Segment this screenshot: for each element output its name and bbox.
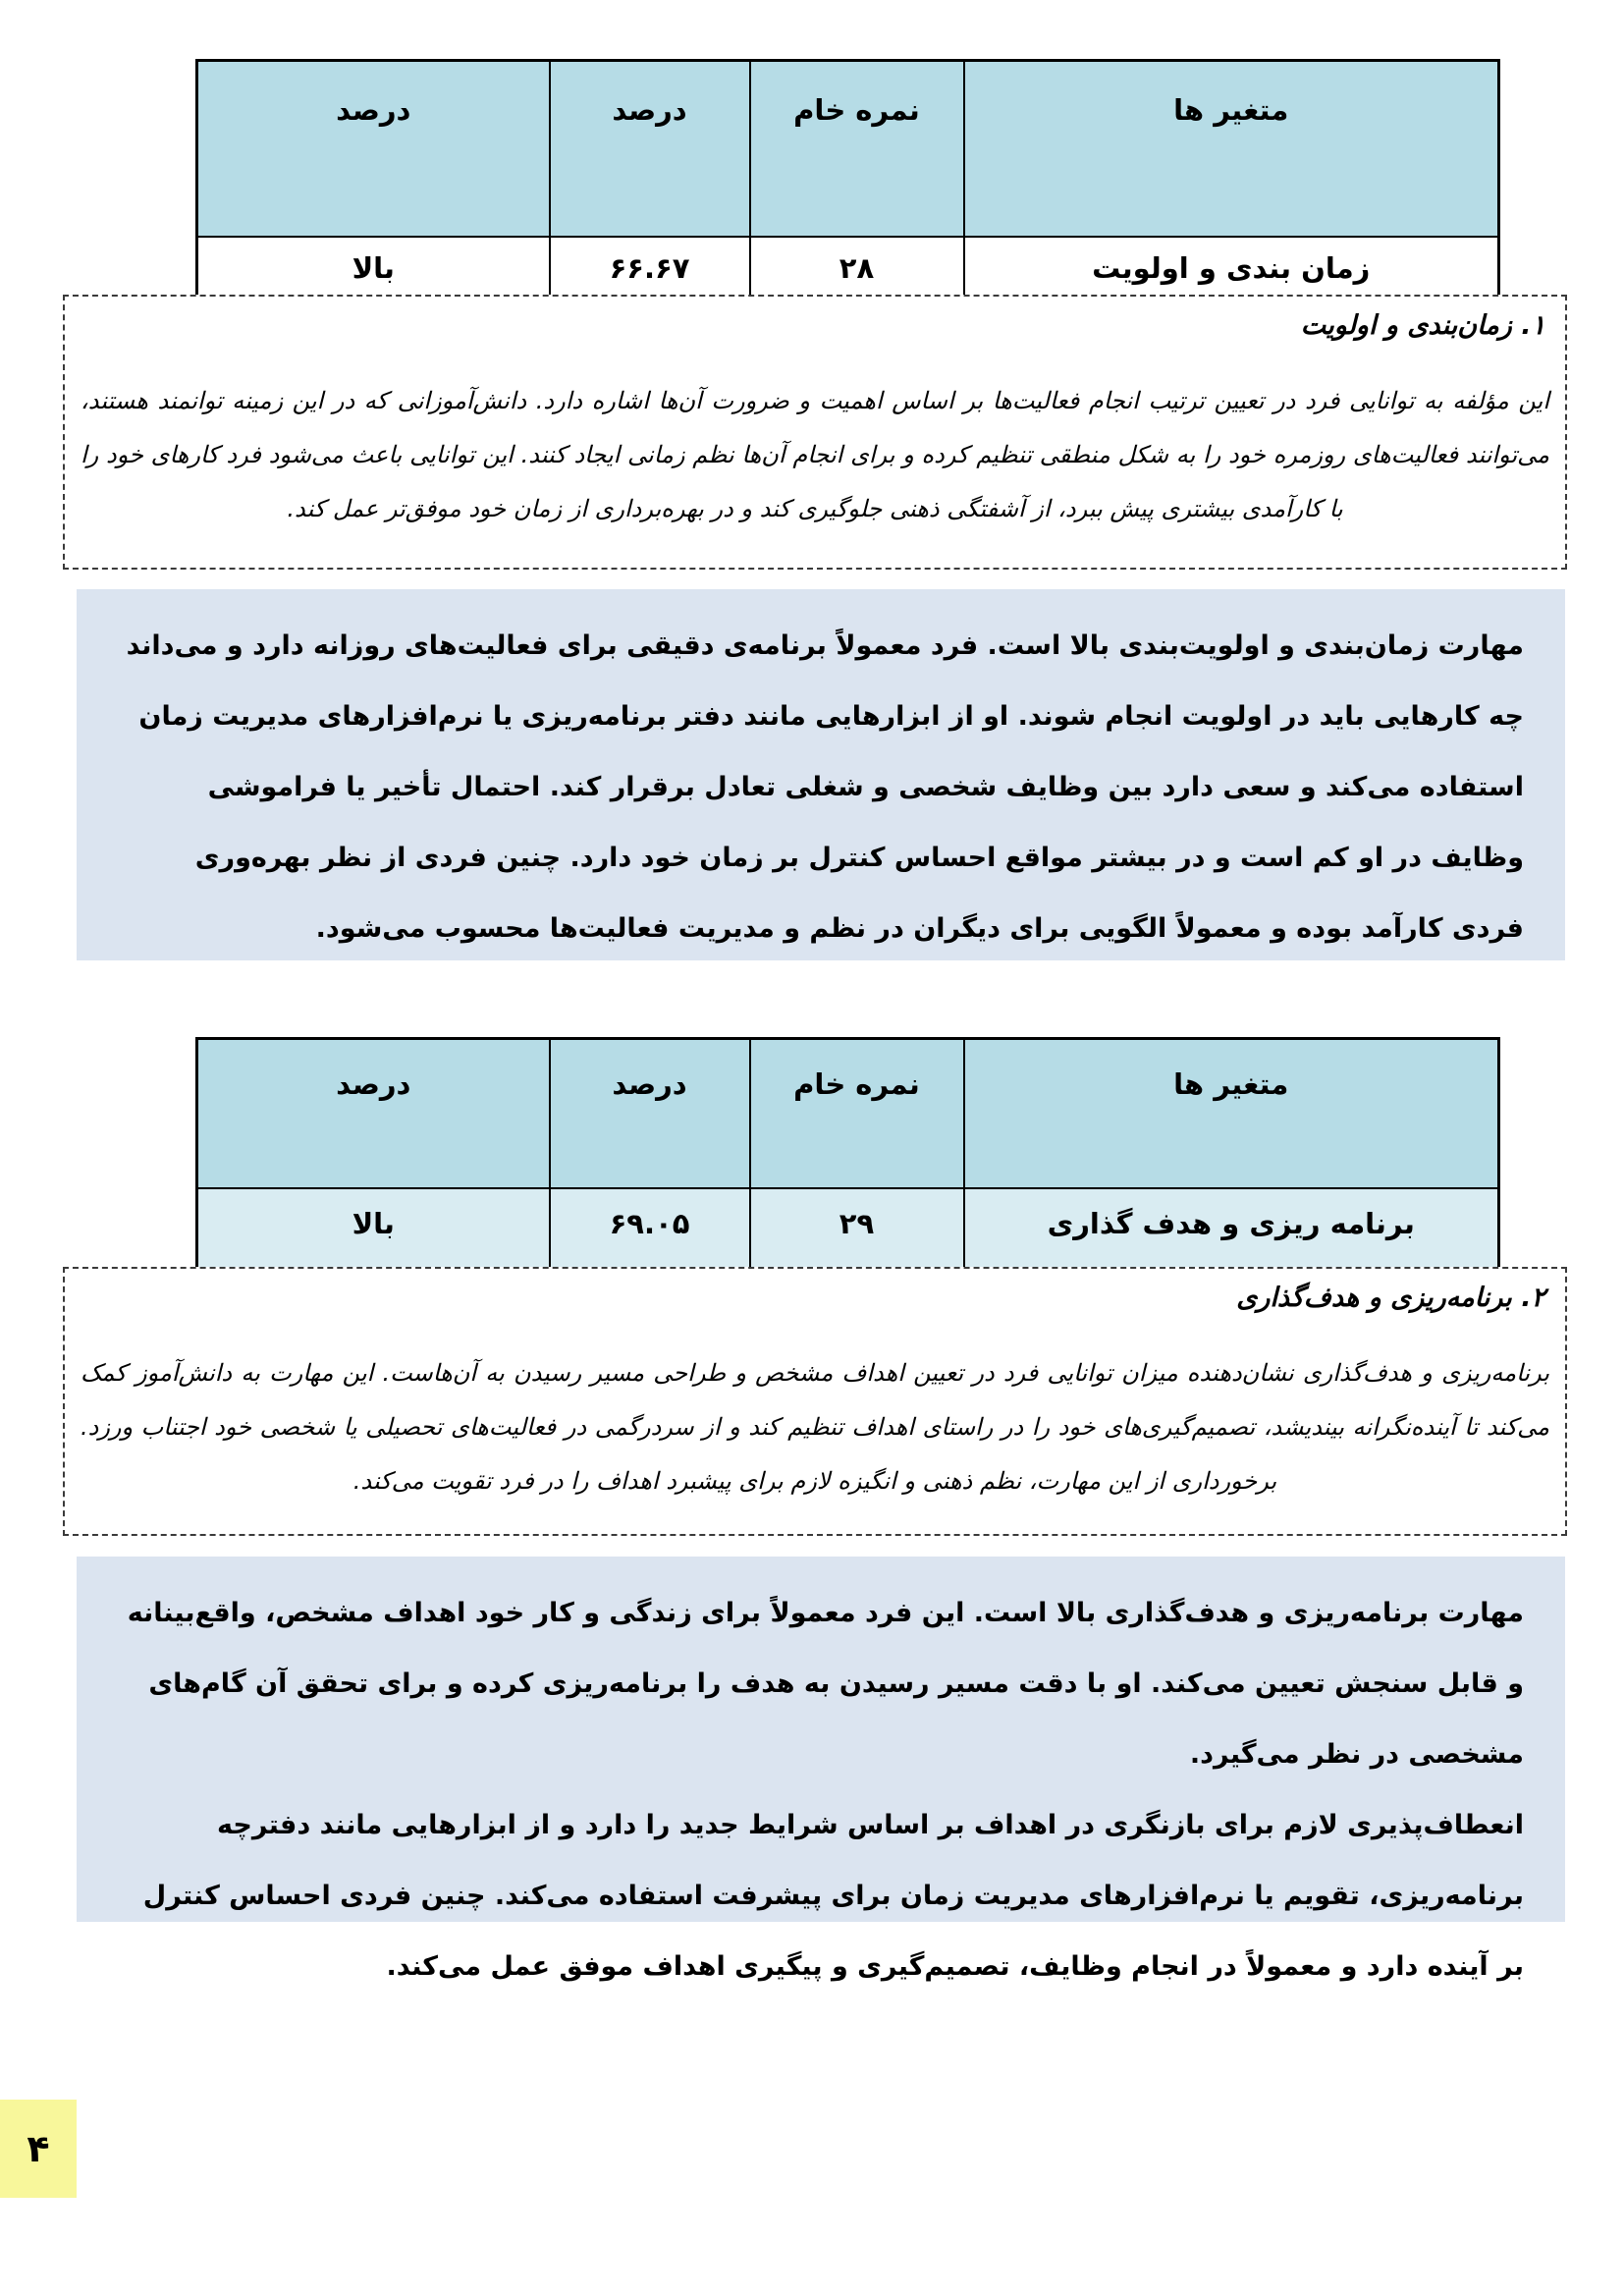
section-1-result-text: مهارت زمان‌بندی و اولویت‌بندی بالا است. فرد معمولاً برنامه‌ی دقیقی برای فعالیت‌های روزانه دارد و می‌داند چه کارهایی باید در اولویت انجام شوند. او از ابزارهایی مانند دفتر برنامه‌ریزی یا نرم‌افزارهای مدیریت زمان استفاده می‌کند و سعی دارد بین وظایف شخصی و شغلی تعادل برقرار کند. احتمال تأخیر یا فراموشی وظایف در او کم است و در بیشتر مواقع احساس کنترل بر زمان خود دارد. چنین فردی از نظر بهره‌وری فردی کارآمد بوده و معمولاً الگویی برای دیگران در نظم و مدیریت فعالیت‌ها محسوب می‌شود.	[126, 630, 1524, 944]
column-header-percent-level: درصد	[197, 1039, 550, 1189]
column-header-percent: درصد	[550, 1039, 750, 1189]
variable-name-cell: زمان بندی و اولویت	[964, 237, 1499, 326]
raw-score-cell: ۲۸	[750, 237, 964, 326]
section-2-definition-box	[63, 1267, 1567, 1536]
column-header-variables: متغیر ها	[964, 61, 1499, 238]
section-2-description: برنامه‌ریزی و هدف‌گذاری نشان‌دهنده میزان توانایی فرد در تعیین اهداف مشخص و طراحی مسیر رسیدن به آن‌هاست. این مهارت به دانش‌آموز کمک می‌کند تا آینده‌نگرانه بیندیشد، تصمیم‌گیری‌های خود را در راستای اهداف تنظیم کند و از سردرگمی در فعالیت‌های تحصیلی یا شخصی خود اجتناب ورزد. برخورداری از این مهارت، نظم ذهنی و انگیزه لازم برای پیشبرد اهداف را در فرد تقویت می‌کند.	[81, 1359, 1550, 1495]
section-2-title: ۲. برنامه‌ریزی و هدف‌گذاری	[1236, 1283, 1545, 1313]
level-cell: بالا	[197, 1188, 550, 1291]
table-header-row	[197, 1039, 1499, 1189]
section-1-description: این مؤلفه به توانایی فرد در تعیین ترتیب انجام فعالیت‌ها بر اساس اهمیت و ضرورت آن‌ها اشاره دارد. دانش‌آموزانی که در این زمینه توانمند هستند، می‌توانند فعالیت‌های روزمره خود را به شکل منطقی تنظیم کرده و برای انجام آن‌ها نظم زمانی ایجاد کنند. این توانایی باعث می‌شود فرد کارهای خود را با کارآمدی بیشتری پیش ببرد، از آشفتگی ذهنی جلوگیری کند و در بهره‌برداری از زمان خود موفق‌تر عمل کند.	[81, 387, 1549, 522]
section-1-definition-box	[63, 295, 1567, 570]
section-2-result-box	[77, 1557, 1565, 1982]
level-cell: بالا	[197, 237, 550, 326]
column-header-percent-level: درصد	[197, 61, 550, 238]
column-header-raw-score: نمره خام	[750, 61, 964, 238]
section-2-result-text: انعطاف‌پذیری لازم برای بازنگری در اهداف بر اساس شرایط جدید را دارد و از ابزارهایی مانند دفترچه برنامه‌ریزی، تقویم یا نرم‌افزارهای مدیریت زمان برای پیشرفت استفاده می‌کند. چنین فردی احساس کنترل بر آینده دارد و معمولاً در انجام وظایف، تصمیم‌گیری و پیگیری اهداف موفق عمل می‌کند.	[142, 1810, 1524, 1982]
section-1-title: ۱. زمان‌بندی و اولویت	[1300, 310, 1545, 341]
section-1-result-box	[77, 589, 1565, 960]
percent-cell: ۶۹.۰۵	[550, 1188, 750, 1291]
section-2-result-text: مهارت برنامه‌ریزی و هدف‌گذاری بالا است. این فرد معمولاً برای زندگی و کار خود اهداف مشخص، واقع‌بینانه و قابل سنجش تعیین می‌کند. او با دقت مسیر رسیدن به هدف را برنامه‌ریزی کرده و برای تحقق آن گام‌های مشخصی در نظر می‌گیرد.	[127, 1598, 1524, 1770]
column-header-raw-score: نمره خام	[750, 1039, 964, 1189]
column-header-variables: متغیر ها	[964, 1039, 1499, 1189]
raw-score-cell: ۲۹	[750, 1188, 964, 1291]
variable-name-cell: برنامه ریزی و هدف گذاری	[964, 1188, 1499, 1291]
table-header-row	[197, 61, 1499, 238]
percent-cell: ۶۶.۶۷	[550, 237, 750, 326]
column-header-percent: درصد	[550, 61, 750, 238]
page-number-badge: ۴	[0, 2100, 77, 2198]
scores-table-scheduling	[195, 59, 1500, 327]
scores-table-planning	[195, 1037, 1500, 1292]
